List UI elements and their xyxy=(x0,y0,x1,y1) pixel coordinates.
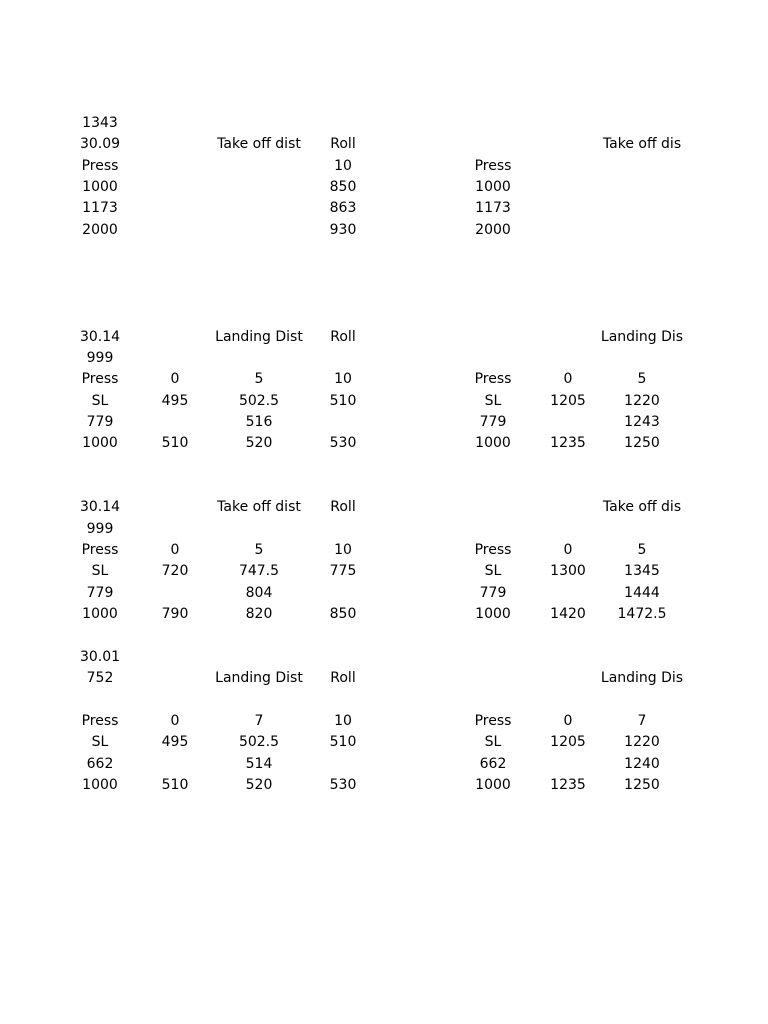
sheet-cell: Take off dis xyxy=(602,499,682,515)
sheet-cell: 1000 xyxy=(82,179,118,195)
sheet-cell: 510 xyxy=(161,435,189,451)
sheet-cell: 1220 xyxy=(624,393,660,409)
sheet-cell: 720 xyxy=(161,563,189,579)
sheet-cell: 1235 xyxy=(550,435,586,451)
sheet-cell: Take off dist xyxy=(217,136,301,152)
sheet-cell: 5 xyxy=(254,542,264,558)
sheet-cell: 930 xyxy=(329,222,357,238)
sheet-cell: 510 xyxy=(329,734,357,750)
sheet-cell: 520 xyxy=(245,777,273,793)
sheet-cell: Take off dist xyxy=(217,499,301,515)
sheet-cell: 5 xyxy=(254,371,264,387)
sheet-cell: 7 xyxy=(254,713,264,729)
sheet-cell: 1250 xyxy=(624,777,660,793)
sheet-cell: 1000 xyxy=(475,435,511,451)
sheet-cell: 1343 xyxy=(82,115,118,131)
sheet-cell: Roll xyxy=(330,136,356,152)
sheet-cell: 1205 xyxy=(550,734,586,750)
sheet-cell: 0 xyxy=(563,542,573,558)
sheet-cell: SL xyxy=(484,393,502,409)
sheet-cell: 10 xyxy=(334,158,352,174)
sheet-cell: 30.09 xyxy=(79,136,121,152)
sheet-cell: Roll xyxy=(330,499,356,515)
sheet-cell: 0 xyxy=(170,371,180,387)
sheet-cell: 502.5 xyxy=(238,734,280,750)
sheet-cell: Roll xyxy=(330,670,356,686)
sheet-cell: 850 xyxy=(329,179,357,195)
sheet-cell: 662 xyxy=(86,756,114,772)
sheet-cell: 1000 xyxy=(82,435,118,451)
sheet-cell: 1220 xyxy=(624,734,660,750)
sheet-cell: 999 xyxy=(86,521,114,537)
sheet-cell: 5 xyxy=(637,371,647,387)
sheet-cell: 1173 xyxy=(82,200,118,216)
sheet-cell: 510 xyxy=(161,777,189,793)
sheet-cell: 1472.5 xyxy=(617,606,667,622)
sheet-cell: SL xyxy=(91,563,109,579)
sheet-cell: 1444 xyxy=(624,585,660,601)
sheet-cell: 30.01 xyxy=(79,649,121,665)
sheet-cell: Landing Dist xyxy=(215,329,303,345)
sheet-cell: 510 xyxy=(329,393,357,409)
sheet-cell: 790 xyxy=(161,606,189,622)
sheet-cell: 1000 xyxy=(475,179,511,195)
sheet-cell: Press xyxy=(81,371,119,387)
sheet-cell: Landing Dis xyxy=(600,329,684,345)
sheet-cell: 779 xyxy=(86,414,114,430)
sheet-cell: 1235 xyxy=(550,777,586,793)
sheet-cell: 1173 xyxy=(475,200,511,216)
sheet-cell: 1240 xyxy=(624,756,660,772)
sheet-cell: 820 xyxy=(245,606,273,622)
sheet-cell: Press xyxy=(81,158,119,174)
sheet-cell: 30.14 xyxy=(79,329,121,345)
sheet-cell: 1345 xyxy=(624,563,660,579)
sheet-cell: 863 xyxy=(329,200,357,216)
sheet-cell: 530 xyxy=(329,435,357,451)
sheet-cell: 520 xyxy=(245,435,273,451)
sheet-cell: SL xyxy=(484,563,502,579)
sheet-cell: 0 xyxy=(563,371,573,387)
sheet-cell: 2000 xyxy=(82,222,118,238)
sheet-cell: 530 xyxy=(329,777,357,793)
sheet-cell: Press xyxy=(81,542,119,558)
sheet-cell: 10 xyxy=(334,713,352,729)
sheet-cell: 0 xyxy=(563,713,573,729)
sheet-cell: SL xyxy=(91,393,109,409)
sheet-cell: 7 xyxy=(637,713,647,729)
sheet-cell: 999 xyxy=(86,350,114,366)
sheet-cell: Take off dis xyxy=(602,136,682,152)
sheet-cell: 850 xyxy=(329,606,357,622)
sheet-cell: 10 xyxy=(334,371,352,387)
sheet-cell: Press xyxy=(474,371,512,387)
sheet-cell: Press xyxy=(474,158,512,174)
sheet-cell: 2000 xyxy=(475,222,511,238)
sheet-cell: 779 xyxy=(479,414,507,430)
sheet-cell: 1420 xyxy=(550,606,586,622)
sheet-cell: Press xyxy=(474,542,512,558)
sheet-cell: 747.5 xyxy=(238,563,280,579)
sheet-cell: Press xyxy=(474,713,512,729)
sheet-cell: 495 xyxy=(161,734,189,750)
sheet-cell: 779 xyxy=(86,585,114,601)
sheet-cell: Landing Dist xyxy=(215,670,303,686)
sheet-cell: 1000 xyxy=(82,606,118,622)
sheet-cell: SL xyxy=(484,734,502,750)
sheet-cell: 1000 xyxy=(82,777,118,793)
sheet-cell: 0 xyxy=(170,542,180,558)
sheet-cell: Roll xyxy=(330,329,356,345)
sheet-cell: 1250 xyxy=(624,435,660,451)
sheet-cell: 779 xyxy=(479,585,507,601)
sheet-cell: 1300 xyxy=(550,563,586,579)
sheet-cell: Landing Dis xyxy=(600,670,684,686)
sheet-cell: 502.5 xyxy=(238,393,280,409)
sheet-cell: SL xyxy=(91,734,109,750)
sheet-cell: 1243 xyxy=(624,414,660,430)
sheet-cell: 804 xyxy=(245,585,273,601)
sheet-cell: 1000 xyxy=(475,777,511,793)
sheet-cell: 775 xyxy=(329,563,357,579)
sheet-cell: 1205 xyxy=(550,393,586,409)
sheet-cell: 10 xyxy=(334,542,352,558)
sheet-cell: 1000 xyxy=(475,606,511,622)
sheet-cell: 0 xyxy=(170,713,180,729)
sheet-cell: 495 xyxy=(161,393,189,409)
sheet-cell: 514 xyxy=(245,756,273,772)
sheet-cell: 30.14 xyxy=(79,499,121,515)
sheet-cell: Press xyxy=(81,713,119,729)
sheet-cell: 516 xyxy=(245,414,273,430)
sheet-cell: 662 xyxy=(479,756,507,772)
sheet-cell: 752 xyxy=(86,670,114,686)
sheet-cell: 5 xyxy=(637,542,647,558)
